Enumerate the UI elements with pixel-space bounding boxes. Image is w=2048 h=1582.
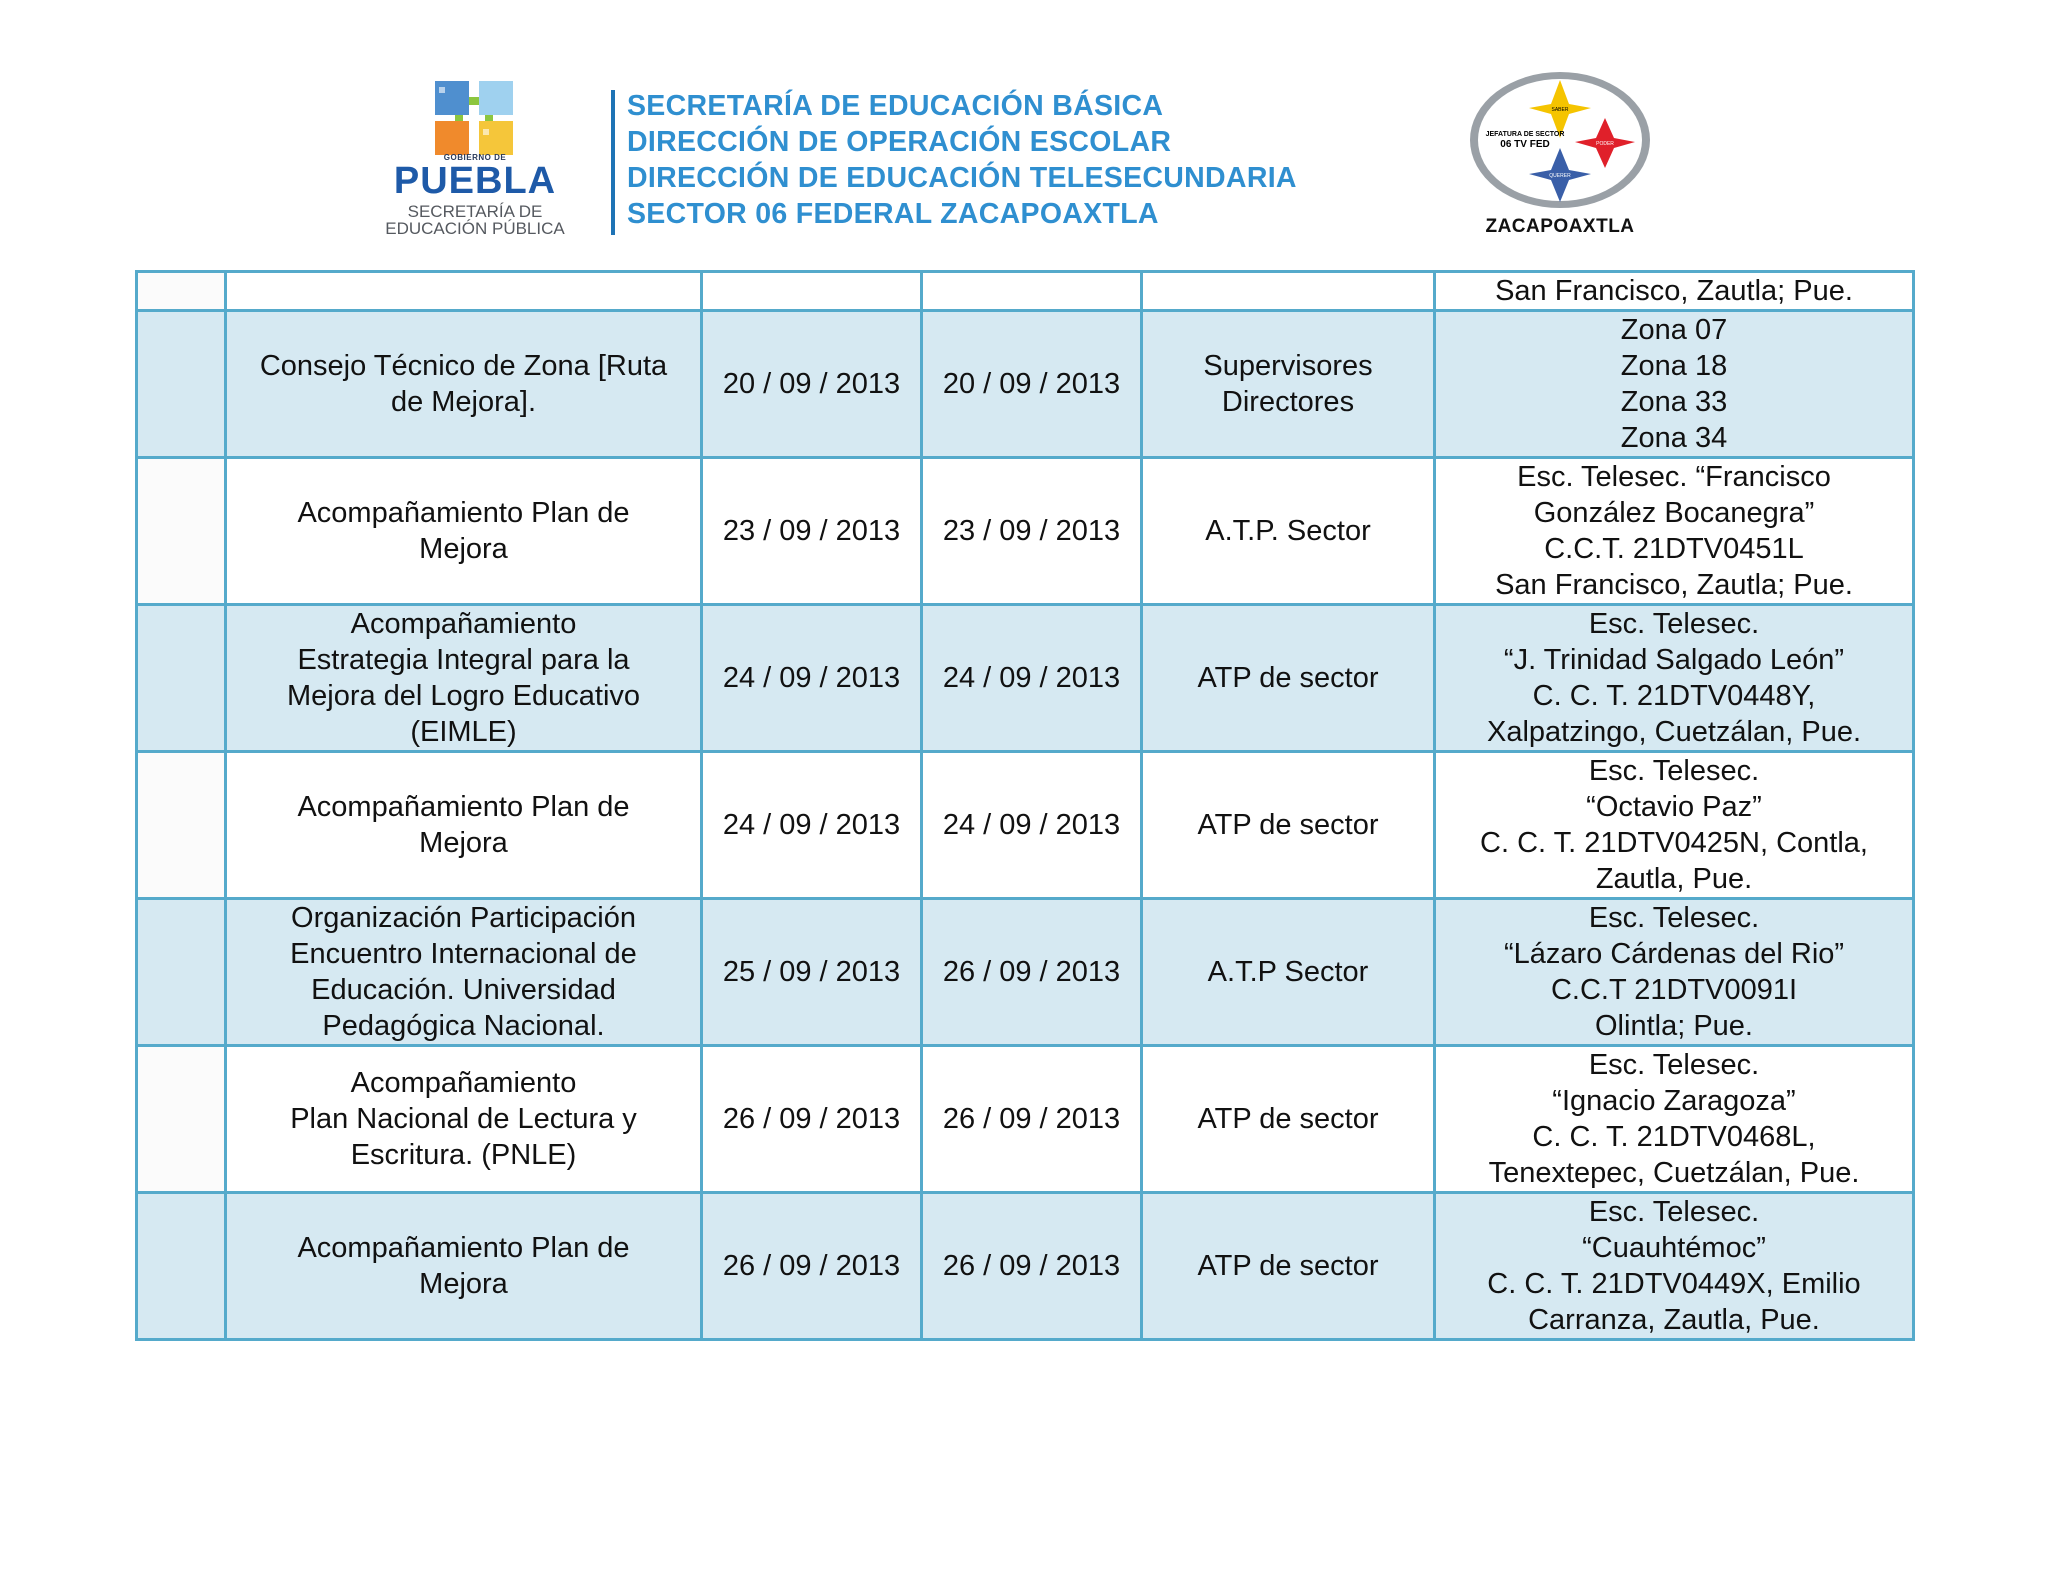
location-line: San Francisco, Zautla; Pue. [1495,275,1853,307]
location-cell [1435,752,1914,899]
activity-line: Encuentro Internacional de [290,938,637,970]
location-line: Tenextepec, Cuetzálan, Pue. [1488,1157,1860,1189]
end-date-cell [922,272,1142,311]
activity-line: de Mejora]. [390,386,537,418]
puebla-small-caption: GOBIERNO DE [443,153,507,162]
responsible-cell [1142,1046,1435,1193]
activity-cell [226,272,702,311]
activity-cell [226,1046,702,1193]
activity-cell [226,752,702,899]
responsible-cell [1142,1193,1435,1340]
activity-cell [226,458,702,605]
steelers-style-emblem-icon [1465,62,1655,212]
emblem-star-top: SABER [1551,107,1569,113]
location-cell [1435,458,1914,605]
responsible-cell [1142,752,1435,899]
puebla-subtitle [375,203,575,237]
table-row [137,752,1914,899]
responsible-cell [1142,605,1435,752]
responsible-cell [1142,458,1435,605]
start-date-cell: 23 / 09 / 2013 [702,458,922,605]
puebla-cubes-icon [433,79,517,157]
location-line: C.C.T. 21DTV0451L [1544,533,1804,565]
start-date-cell: 26 / 09 / 2013 [702,1046,922,1193]
activity-line: Organización Participación [291,902,636,934]
activity-line: Acompañamiento Plan de [297,1232,630,1264]
location-line: Olintla; Pue. [1595,1010,1753,1042]
location-line: Zona 33 [1620,386,1728,418]
location-cell [1435,605,1914,752]
location-line: Zona 34 [1620,422,1728,454]
activity-line: Acompañamiento [350,608,577,640]
location-line: C. C. T. 21DTV0468L, [1532,1121,1816,1153]
start-date-cell: 25 / 09 / 2013 [702,899,922,1046]
location-line: Esc. Telesec. [1588,755,1760,787]
end-date-cell: 20 / 09 / 2013 [922,311,1142,458]
activity-cell [226,605,702,752]
end-date-cell: 24 / 09 / 2013 [922,752,1142,899]
start-date-cell: 20 / 09 / 2013 [702,311,922,458]
location-line: Zautla, Pue. [1595,863,1753,895]
activity-line: Mejora [419,533,508,565]
responsible-line: Supervisores [1203,350,1373,382]
responsible-line: ATP de sector [1197,1103,1379,1135]
table-row [137,605,1914,752]
location-line: Esc. Telesec. [1588,1049,1760,1081]
emblem-caption: ZACAPOAXTLA [1485,216,1635,237]
end-date-cell: 26 / 09 / 2013 [922,899,1142,1046]
activities-table [135,270,1915,1341]
responsible-line: ATP de sector [1197,662,1379,694]
activity-line: Acompañamiento [350,1067,577,1099]
number-cell [137,1046,226,1193]
puebla-sub-line-2: EDUCACIÓN PÚBLICA [385,219,565,238]
location-line: “Lázaro Cárdenas del Rio” [1503,938,1845,970]
table-row [137,458,1914,605]
table-row [137,1193,1914,1340]
activity-cell [226,311,702,458]
number-cell [137,752,226,899]
heading-line: DIRECCIÓN DE EDUCACIÓN TELESECUNDARIA [627,162,1297,194]
activity-cell [226,1193,702,1340]
number-cell [137,272,226,311]
location-line: “J. Trinidad Salgado León” [1503,644,1845,676]
header-divider [611,90,615,235]
activity-line: Acompañamiento Plan de [297,791,630,823]
responsible-cell [1142,311,1435,458]
start-date-cell: 26 / 09 / 2013 [702,1193,922,1340]
number-cell [137,458,226,605]
activity-line: Estrategia Integral para la [297,644,630,676]
location-line: San Francisco, Zautla; Pue. [1495,569,1853,601]
start-date-cell: 24 / 09 / 2013 [702,752,922,899]
end-date-cell: 23 / 09 / 2013 [922,458,1142,605]
location-line: “Octavio Paz” [1586,791,1762,823]
table-row [137,311,1914,458]
activity-line: Consejo Técnico de Zona [Ruta [259,350,668,382]
table-row [137,899,1914,1046]
activity-cell [226,899,702,1046]
activities-table-body [137,272,1914,1340]
responsible-line: ATP de sector [1197,1250,1379,1282]
responsible-cell [1142,899,1435,1046]
activity-line: Plan Nacional de Lectura y [290,1103,637,1135]
location-line: Zona 18 [1620,350,1728,382]
location-line: C. C. T. 21DTV0449X, Emilio [1487,1268,1861,1300]
activity-line: Pedagógica Nacional. [322,1010,605,1042]
location-line: González Bocanegra” [1533,497,1815,529]
location-line: Esc. Telesec. [1588,902,1760,934]
end-date-cell: 24 / 09 / 2013 [922,605,1142,752]
puebla-name: PUEBLA [393,160,557,202]
number-cell [137,899,226,1046]
location-line: Carranza, Zautla, Pue. [1528,1304,1820,1336]
location-line: Esc. Telesec. [1588,1196,1760,1228]
heading-line: SECTOR 06 FEDERAL ZACAPOAXTLA [627,198,1159,230]
emblem-star-right: PODER [1596,141,1614,147]
location-line: C. C. T. 21DTV0425N, Contla, [1480,827,1868,859]
activity-line: (EIMLE) [410,716,517,748]
start-date-cell [702,272,922,311]
activity-line: Acompañamiento Plan de [297,497,630,529]
location-line: “Cuauhtémoc” [1582,1232,1766,1264]
location-cell [1435,1046,1914,1193]
location-line: Esc. Telesec. [1588,608,1760,640]
institution-heading [627,88,1297,232]
emblem-center-line-1: JEFATURA DE SECTOR [1485,131,1565,138]
activity-line: Mejora del Logro Educativo [286,680,641,712]
location-line: Esc. Telesec. “Francisco [1517,461,1831,493]
location-cell [1435,899,1914,1046]
puebla-sub-line-1: SECRETARÍA DE [407,202,543,221]
number-cell [137,1193,226,1340]
location-cell [1435,272,1914,311]
location-line: Zona 07 [1620,314,1728,346]
responsible-cell [1142,272,1435,311]
location-line: “Ignacio Zaragoza” [1552,1085,1796,1117]
responsible-line: Directores [1221,386,1355,418]
activity-line: Mejora [419,1268,508,1300]
activity-line: Escritura. (PNLE) [350,1139,577,1171]
end-date-cell: 26 / 09 / 2013 [922,1193,1142,1340]
number-cell [137,605,226,752]
activity-line: Educación. Universidad [311,974,616,1006]
responsible-line: A.T.P. Sector [1205,515,1371,547]
zacapoaxtla-emblem [1465,62,1655,242]
location-line: C.C.T 21DTV0091I [1550,974,1798,1006]
location-line: Xalpatzingo, Cuetzálan, Pue. [1486,716,1862,748]
table-row [137,272,1914,311]
location-cell [1435,1193,1914,1340]
responsible-line: ATP de sector [1197,809,1379,841]
location-cell [1435,311,1914,458]
responsible-line: A.T.P Sector [1207,956,1369,988]
start-date-cell: 24 / 09 / 2013 [702,605,922,752]
heading-line: DIRECCIÓN DE OPERACIÓN ESCOLAR [627,126,1172,158]
page-header [0,0,2048,250]
location-line: C. C. T. 21DTV0448Y, [1532,680,1816,712]
end-date-cell: 26 / 09 / 2013 [922,1046,1142,1193]
number-cell [137,311,226,458]
activity-line: Mejora [419,827,508,859]
heading-line: SECRETARÍA DE EDUCACIÓN BÁSICA [627,90,1164,122]
emblem-star-bottom: QUERER [1549,173,1571,179]
puebla-sep-logo [375,75,575,240]
emblem-center-line-2: 06 TV FED [1500,139,1550,150]
table-row [137,1046,1914,1193]
